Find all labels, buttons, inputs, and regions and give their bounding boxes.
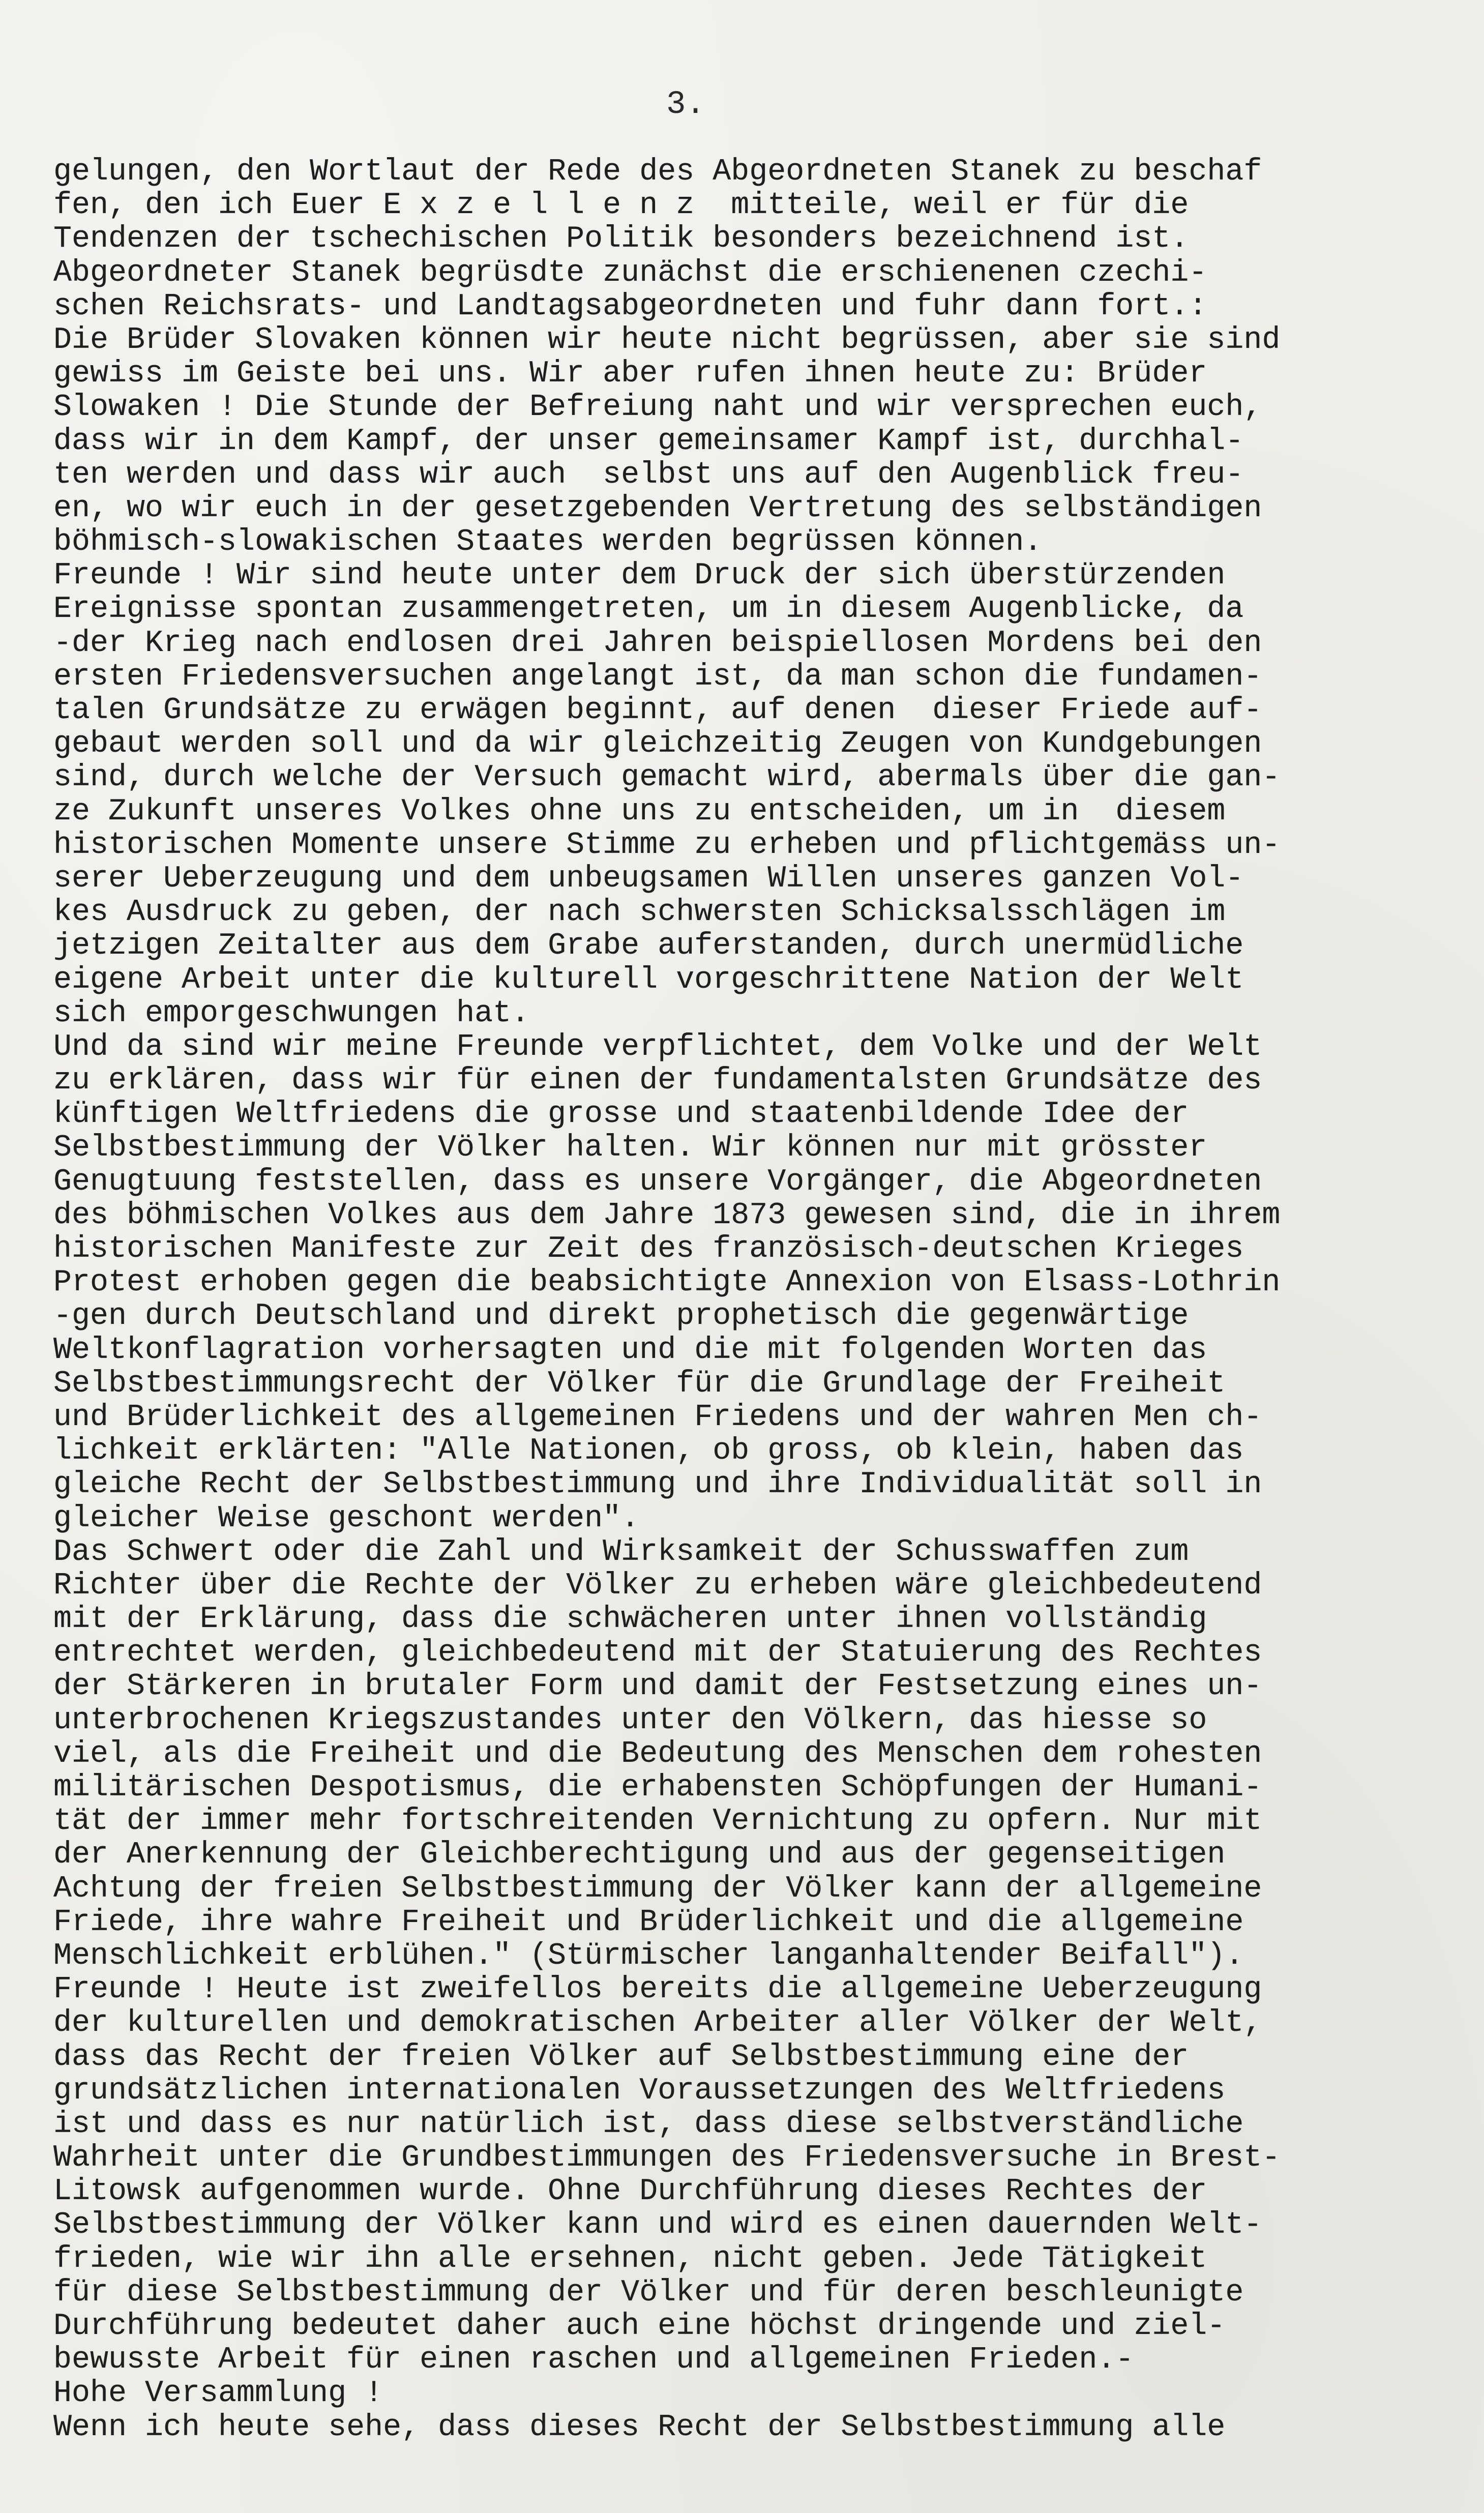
text-line: sind, durch welche der Versuch gemacht wird, abermals über die gan-: [53, 760, 1281, 795]
text-line: entrechtet werden, gleichbedeutend mit der Statuierung des Rechtes: [53, 1636, 1262, 1671]
text-line: böhmisch-slowakischen Staates werden begrüssen können.: [53, 525, 1043, 560]
text-line: historischen Momente unsere Stimme zu erheben und pflichtgemäss un-: [53, 827, 1281, 863]
text-line: Selbstbestimmung der Völker kann und wird es einen dauernden Welt-: [53, 2208, 1262, 2243]
text-line: sich emporgeschwungen hat.: [53, 996, 530, 1031]
text-line: Durchführung bedeutet daher auch eine höchst dringende und ziel-: [53, 2309, 1226, 2344]
typewritten-body: [53, 155, 1457, 2444]
text-line: mit der Erklärung, dass die schwächeren unter ihnen vollständig: [53, 1602, 1207, 1637]
text-line: talen Grundsätze zu erwägen beginnt, auf denen dieser Friede auf-: [53, 693, 1262, 728]
text-line: Achtung der freien Selbstbestimmung der Völker kann der allgemeine: [53, 1871, 1262, 1906]
text-line: künftigen Weltfriedens die grosse und staatenbildende Idee der: [53, 1097, 1189, 1132]
text-line: Wenn ich heute sehe, dass dieses Recht der Selbstbestimmung alle: [53, 2410, 1226, 2445]
text-line: Protest erhoben gegen die beabsichtigte Annexion von Elsass-Lothrin: [53, 1265, 1281, 1300]
text-line: frieden, wie wir ihn alle ersehnen, nicht geben. Jede Tätigkeit: [53, 2241, 1207, 2277]
text-line: Abgeordneter Stanek begrüsdte zunächst die erschienenen czechi-: [53, 255, 1207, 290]
text-line: dass wir in dem Kampf, der unser gemeinsamer Kampf ist, durchhal-: [53, 424, 1244, 459]
text-line: tät der immer mehr fortschreitenden Vernichtung zu opfern. Nur mit: [53, 1804, 1262, 1839]
text-line: militärischen Despotismus, die erhabensten Schöpfungen der Humani-: [53, 1770, 1262, 1805]
text-line: Und da sind wir meine Freunde verpflichtet, dem Volke und der Welt: [53, 1029, 1262, 1065]
text-line: Selbstbestimmung der Völker halten. Wir können nur mit grösster: [53, 1131, 1207, 1166]
text-line: Hohe Versammlung !: [53, 2376, 383, 2411]
text-line: viel, als die Freiheit und die Bedeutung des Menschen dem rohesten: [53, 1736, 1262, 1771]
text-line: der Stärkeren in brutaler Form und damit der Festsetzung eines un-: [53, 1669, 1262, 1704]
text-line: Weltkonflagration vorhersagten und die mit folgenden Worten das: [53, 1333, 1207, 1368]
text-line: schen Reichsrats- und Landtagsabgeordneten und fuhr dann fort.:: [53, 289, 1207, 324]
text-line: en, wo wir euch in der gesetzgebenden Vertretung des selbständigen: [53, 491, 1262, 526]
text-line: Richter über die Rechte der Völker zu erheben wäre gleichbedeutend: [53, 1568, 1262, 1603]
text-line: für diese Selbstbestimmung der Völker und für deren beschleunigte: [53, 2275, 1244, 2310]
text-line: Menschlichkeit erblühen." (Stürmischer langanhaltender Beifall").: [53, 1938, 1244, 1973]
page-number: 3.: [666, 86, 705, 123]
text-line: gebaut werden soll und da wir gleichzeitig Zeugen von Kundgebungen: [53, 727, 1262, 762]
text-line: dass das Recht der freien Völker auf Selbstbestimmung eine der: [53, 2039, 1189, 2075]
text-line: historischen Manifeste zur Zeit des französisch-deutschen Krieges: [53, 1232, 1244, 1266]
text-line: gleiche Recht der Selbstbestimmung und ihre Individualität soll in: [53, 1467, 1262, 1502]
text-line: gleicher Weise geschont werden".: [53, 1501, 640, 1536]
text-line: Die Brüder Slovaken können wir heute nicht begrüssen, aber sie sind: [53, 322, 1281, 358]
text-line: der kulturellen und demokratischen Arbeiter aller Völker der Welt,: [53, 2006, 1262, 2041]
text-line: Freunde ! Wir sind heute unter dem Druck der sich überstürzenden: [53, 558, 1226, 594]
text-line: Genugtuung feststellen, dass es unsere Vorgänger, die Abgeordneten: [53, 1164, 1262, 1199]
text-line: der Anerkennung der Gleichberechtigung und aus der gegenseitigen: [53, 1838, 1226, 1873]
text-line: gewiss im Geiste bei uns. Wir aber rufen ihnen heute zu: Brüder: [53, 357, 1207, 392]
text-line: zu erklären, dass wir für einen der fundamentalsten Grundsätze des: [53, 1063, 1262, 1099]
text-line: Litowsk aufgenommen wurde. Ohne Durchführung dieses Rechtes der: [53, 2174, 1207, 2209]
text-line: Slowaken ! Die Stunde der Befreiung naht und wir versprechen euch,: [53, 390, 1262, 425]
text-line: gelungen, den Wortlaut der Rede des Abgeordneten Stanek zu beschaf: [53, 155, 1262, 189]
text-line: Freunde ! Heute ist zweifellos bereits die allgemeine Ueberzeugung: [53, 1972, 1262, 2007]
text-line: kes Ausdruck zu geben, der nach schwersten Schicksalsschlägen im: [53, 895, 1226, 930]
text-line: unterbrochenen Kriegszustandes unter den Völkern, das hiesse so: [53, 1703, 1207, 1738]
text-line: eigene Arbeit unter die kulturell vorgeschrittene Nation der Welt: [53, 962, 1244, 997]
text-line: jetzigen Zeitalter aus dem Grabe auferstanden, durch unermüdliche: [53, 929, 1244, 964]
text-line: Tendenzen der tschechischen Politik besonders bezeichnend ist.: [53, 222, 1189, 257]
text-line: fen, den ich Euer E x z e l l e n z mitteile, weil er für die: [53, 188, 1189, 223]
text-line: bewusste Arbeit für einen raschen und allgemeinen Frieden.-: [53, 2343, 1134, 2378]
text-line: Ereignisse spontan zusammengetreten, um in diesem Augenblicke, da: [53, 592, 1244, 627]
text-line: ist und dass es nur natürlich ist, dass diese selbstverständliche: [53, 2107, 1244, 2142]
text-line: grundsätzlichen internationalen Voraussetzungen des Weltfriedens: [53, 2073, 1226, 2108]
text-line: ersten Friedensversuchen angelangt ist, da man schon die fundamen-: [53, 659, 1262, 694]
text-line: des böhmischen Volkes aus dem Jahre 1873 gewesen sind, die in ihrem: [53, 1198, 1281, 1233]
text-line: lichkeit erklärten: "Alle Nationen, ob gross, ob klein, haben das: [53, 1434, 1244, 1469]
text-line: und Brüderlichkeit des allgemeinen Friedens und der wahren Men ch-: [53, 1400, 1262, 1435]
text-line: Wahrheit unter die Grundbestimmungen des Friedensversuche in Brest-: [53, 2141, 1281, 2176]
text-line: -der Krieg nach endlosen drei Jahren beispiellosen Mordens bei den: [53, 626, 1262, 661]
text-line: Das Schwert oder die Zahl und Wirksamkeit der Schusswaffen zum: [53, 1534, 1189, 1570]
text-line: -gen durch Deutschland und direkt prophetisch die gegenwärtige: [53, 1299, 1189, 1334]
text-line: Selbstbestimmungsrecht der Völker für die Grundlage der Freiheit: [53, 1366, 1226, 1401]
text-line: ten werden und dass wir auch selbst uns auf den Augenblick freu-: [53, 457, 1244, 492]
text-line: serer Ueberzeugung und dem unbeugsamen Willen unseres ganzen Vol-: [53, 861, 1244, 896]
text-line: Friede, ihre wahre Freiheit und Brüderlichkeit und die allgemeine: [53, 1905, 1244, 1940]
text-line: ze Zukunft unseres Volkes ohne uns zu entscheiden, um in diesem: [53, 794, 1226, 829]
